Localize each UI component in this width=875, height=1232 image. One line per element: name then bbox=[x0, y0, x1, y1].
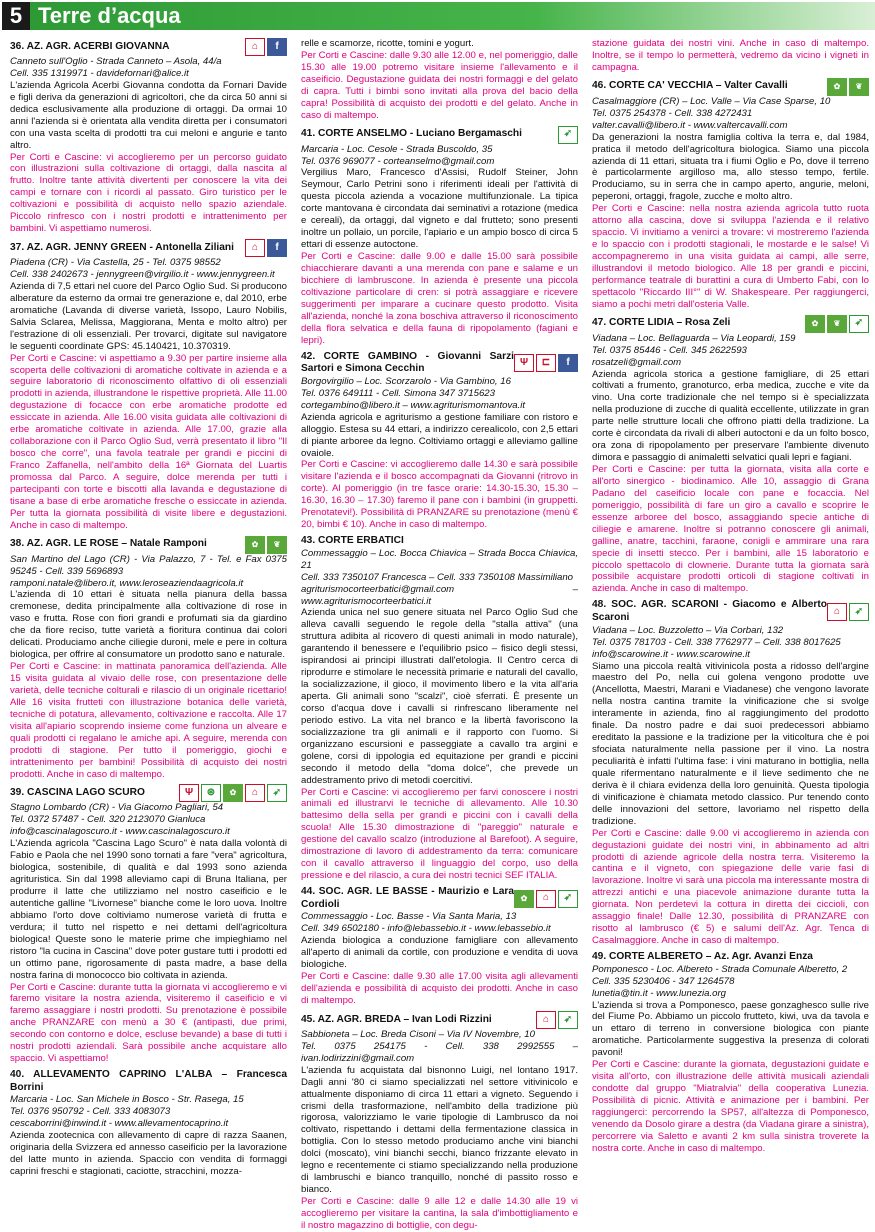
farm-address: Viadana – Loc. Bellaguarda – Via Leopardi, 159 Tel. 0375 85446 - Cell. 345 2622593 rosatzeli@gmail.com bbox=[592, 332, 796, 368]
eco-icon: ✿ bbox=[245, 536, 265, 554]
service-icons bbox=[805, 315, 869, 333]
service-icons bbox=[245, 239, 287, 257]
facebook-icon[interactable]: f bbox=[558, 354, 578, 372]
farm-title: 41. CORTE ANSELMO - Luciano Bergamaschi bbox=[301, 128, 522, 140]
farm-description: Azienda agricola e agriturismo a gestione familiare con ristoro e alloggio. Estesa su 44 ettari, a indirizzo cerealicolo, con 2,5 ettari di piante arboree da legno. Coltiviamo ortaggi e alleviamo galline ovaiole. bbox=[301, 411, 578, 459]
farm-address: Commessaggio - Loc. Basse - Via Santa Maria, 13 Cell. 349 6502180 - info@lebassebio.it - www.lebassebio.it bbox=[301, 911, 551, 935]
farm-address: Piadena (CR) - Via Castella, 25 - Tel. 0375 98552 Cell. 338 2402673 - jennygreen@virgilio.it - www.jennygreen.it bbox=[10, 257, 275, 280]
facebook-icon[interactable]: f bbox=[267, 38, 287, 56]
house-icon: ⌂ bbox=[536, 1011, 556, 1029]
farm-title: 47. CORTE LIDIA – Rosa Zeli bbox=[592, 317, 731, 329]
farm-title: 42. CORTE GAMBINO - Giovanni Sarzi Sartori e Simona Cecchin bbox=[301, 350, 514, 375]
farm-title: 49. CORTE ALBERETO – Az. Agr. Avanzi Enza bbox=[592, 951, 813, 962]
farm-entry bbox=[301, 535, 578, 882]
farm-description: Vergilius Maro, Francesco d'Assisi, Rudolf Steiner, John Seymour, Carlo Petrini sono i riferimenti ideali per l'attività di questa piccola azienda a vocazione multifunzionale. La tipica corte mantovana è circondata dai seminativi a rotazione (medica e cereali), da ortaggi, dal vigneto e dal frutteto; sono presenti inoltre un pollaio, un porcile, l'apiario e un ampio bosco di circa 5 ettari di essenze autoctone. bbox=[301, 167, 578, 251]
duck-icon: ➶ bbox=[558, 126, 578, 144]
farm-entry bbox=[592, 78, 869, 311]
farm-entry bbox=[10, 536, 287, 781]
service-icons bbox=[827, 78, 869, 96]
farm-title: 43. CORTE ERBATICI bbox=[301, 535, 404, 547]
duck-icon: ➶ bbox=[558, 1011, 578, 1029]
farm-title-row bbox=[10, 38, 287, 56]
farm-description: Azienda agricola storica a gestione famigliare, di 25 ettari coltivati a frumento, granoturco, erba medica, zucche e vite da vino. Una corte tradizionale che nel tempo si è specializzata nella produzione di zucche di qualità eccellente, utilizzate in gran parte nelle strutture locali che offrono piatti della tradizione. La corte è circondata da rivali di alberi autoctoni e da un folto bosco, ora zona di ripopolamento per preservare l'ambiente divenuto dimora e passaggio di animaletti selvatici quali lepri e fagiani. bbox=[592, 368, 869, 464]
farm-entry bbox=[10, 38, 287, 235]
farm-title: 39. CASCINA LAGO SCURO bbox=[10, 787, 145, 799]
farm-entry bbox=[592, 38, 869, 74]
corti-cascine-program: Per Corti e Cascine: vi aspettiamo a 9.30 per partire insieme alla scoperta delle coltivazioni di aromatiche coltivate in azienda e a seguire laboratorio di riconoscimento olfattivo di oli essenziali prodotti in azienda, illustrandone le rispettive proprietà. Alle 11.00 degustazione di focacce con erbe aromatiche prodotte ed essiccate in azienda. Alle 16.00 visita guidata alle coltivazioni di erbe aromatiche coltivate in azienda. Alle 17.00, grazie alla collaborazione con il Parco Oglio Sud, verrà presentato il libro "Il bosco che corre", una favola teatrale per grandi e piccini di Franco Zaffanella, nell'ambito della 16ª Giornata del Luartis promossa dal Parco. A seguire, dolce merenda per tutti i partecipanti con torte e biscotti alla lavanda e degustazione di tisane a base di erbe aromatiche fresche o essiccate in azienda. Per tutta la giornata possibilità di visite libere e degustazioni. Anche in caso di maltempo. bbox=[10, 352, 287, 531]
farm-address: Pomponesco - Loc. Albereto - Strada Comunale Alberetto, 2 Cell. 335 5230406 - 347 1264578 lunetia@tin.it - www.lunezia.org bbox=[592, 963, 848, 999]
leaf-icon: ❦ bbox=[267, 536, 287, 554]
farm-title-row bbox=[592, 951, 869, 964]
corti-cascine-program: Per Corti e Cascine: in mattinata panoramica dell'azienda. Alle 15 visita guidata al vivaio delle rose, con presentazione delle varietà, delle tecniche colturali e rilascio di un originale ricettario! Alle 16 visita frutteti con illustrazione botanica delle varietà, tecniche di potatura, allevamento, coltivazione e raccolta. Alle 17 visita all'apiario scoprendo insieme come funziona un alveare e quali prodotti ci regalano le amiche api. A seguire, merenda con prodotti di stagione. Per tutto il pomeriggio, giochi e intrattenimento per bambini! Possibilità di acquisto dei nostri prodotti. Anche in caso di maltempo. bbox=[10, 661, 287, 780]
service-icons bbox=[245, 38, 287, 56]
farm-address: Stagno Lombardo (CR) - Via Giacomo Pagliari, 54 Tel. 0372 57487 - Cell. 320 2123070 Gianluca info@cascinalagoscuro.it - www.cascinalagoscuro.it bbox=[10, 802, 230, 838]
section-number: 5 bbox=[2, 2, 30, 30]
corti-cascine-program: Per Corti e Cascine: dalle 9.30 alle 12.00 e, nel pomeriggio, dalle 15.30 alle 19.00 potremo visitare insieme l'allevamento e il caseificio. Degustazione guidata dei nostri formaggi e del gelato di capra. Tutti i bimbi sono invitati alla prova del bacio della capra! Possibilità di acquisto dei prodotti e del gelato. Anche in caso di maltempo. bbox=[301, 49, 578, 121]
section-title: Terre d’acqua bbox=[38, 3, 181, 28]
duck-icon: ➶ bbox=[849, 603, 869, 621]
farm-address: Sabbioneta – Loc. Breda Cisoni – Via IV Novembre, 10 Tel. 0375 254175 - Cell. 338 2992555 – ivan.lodirizzini@gmail.com bbox=[301, 1028, 578, 1064]
corti-cascine-program: Per Corti e Cascine: dalle 9.30 alle 17.00 visita agli allevamenti dell'azienda e possibilità di acquisto dei prodotti. Anche in caso di maltempo. bbox=[301, 971, 578, 1006]
service-icons bbox=[536, 1011, 578, 1029]
section-header bbox=[0, 0, 875, 32]
farm-title-row bbox=[10, 536, 287, 554]
farm-title: 36. AZ. AGR. ACERBI GIOVANNA bbox=[10, 40, 170, 52]
farm-entry bbox=[10, 784, 287, 1065]
farm-address: Marcaria - Loc. Cesole - Strada Buscoldo, 35 Tel. 0376 969077 - corteanselmo@gmail.com bbox=[301, 143, 495, 167]
house-icon: ⌂ bbox=[245, 38, 265, 56]
farm-description: L'azienda di 10 ettari è situata nella pianura della bassa cremonese, dedita principalmente alla coltivazione di rose in vaso e frutta. Rose con fiori grandi e profumati sia da giardino che da fiore reciso, tutte varietà a fioritura continua dai colori delicati. Produciamo anche ciliegie duroni, mele e pere in coltura biologica, per offrire al consumatore un prodotto sano e naturale. bbox=[10, 589, 287, 661]
farm-entry bbox=[301, 1011, 578, 1232]
house-icon: ⌂ bbox=[536, 890, 556, 908]
farm-description: Azienda biologica a conduzione famigliare con allevamento all'aperto di animali da cortile, con produzione e vendita di uova biologiche. bbox=[301, 935, 578, 971]
corti-cascine-program: Per Corti e Cascine: dalle 9 alle 12 e dalle 14.30 alle 19 vi accoglieremo per visitare la cantina, la sala d'imbottigliamento e il nostro magazzino di bottiglie, con degu- bbox=[301, 1196, 578, 1231]
farm-title-row bbox=[301, 886, 578, 911]
farm-title-row bbox=[301, 351, 578, 376]
eco-icon: ✿ bbox=[223, 784, 243, 802]
farm-description: relle e scamorze, ricotte, tomini e yogurt. bbox=[301, 38, 474, 49]
farm-description: Da generazioni la nostra famiglia coltiva la terra e, dal 1984, pratica il metodo dell'agricoltura biologica. Siamo una piccola azienda di 11 ettari, situata tra i fiumi Oglio e Po, dove il terreno è particolarmente argilloso ma, allo stesso tempo, fertile. Produciamo, su in serra che in campo aperto, angurie, meloni, peperoni, ortaggi, fragole, zucche e molto altro. bbox=[592, 131, 869, 203]
service-icons bbox=[514, 354, 578, 372]
farm-title: 40. ALLEVAMENTO CAPRINO L'ALBA – Francesca Borrini bbox=[10, 1069, 287, 1093]
house-icon: ⌂ bbox=[827, 603, 847, 621]
farm-address: Commessaggio – Loc. Bocca Chiavica – Strada Bocca Chiavica, 21 Cell. 333 7350107 Francesca – Cell. 333 7350108 Massimiliano agriturismocorteerbatici@gmail.com – www.agriturismocorteerbatici.it bbox=[301, 547, 578, 607]
farm-title: 37. AZ. AGR. JENNY GREEN - Antonella Ziliani bbox=[10, 241, 234, 253]
farm-address: Borgovirgilio – Loc. Scorzarolo - Via Gambino, 16 Tel. 0376 649111 - Cell. Simona 347 3715623 cortegambino@libero.it – www.agriturismomantova.it bbox=[301, 375, 526, 411]
corti-cascine-program: Per Corti e Cascine: nella nostra azienda agricola tutto ruota attorno alla cascina, dove si sviluppa l'azienda e il relativo spaccio. Vi invitiamo a venirci a trovare: vi mostreremo l'azienda e lo spaccio con i prodotti stagionali, le mostarde e le salse! Vi accompagneremo in una visita guidata ai campi, alle serre, illustrandovi il metodo biologico. Alle 18 per grandi e piccini, performance teatrale di burattini a cura di Umberto Fabi, con lo spettacolo "Riccardo III°" di W. Shakespeare. Per raggiungerci, siamo a pochi metri dall'osteria Valle. bbox=[592, 203, 869, 310]
eco-icon: ✿ bbox=[514, 890, 534, 908]
farm-title: 45. AZ. AGR. BREDA – Ivan Lodi Rizzini bbox=[301, 1013, 492, 1025]
columns bbox=[10, 38, 870, 1231]
leaf-icon: ❦ bbox=[827, 315, 847, 333]
service-icons bbox=[514, 890, 578, 908]
farm-entry bbox=[301, 886, 578, 1007]
service-icons bbox=[827, 603, 869, 621]
farm-title: 46. CORTE CA' VECCHIA – Valter Cavalli bbox=[592, 80, 788, 92]
section-title-bar bbox=[30, 2, 875, 30]
farm-description: Azienda zootecnica con allevamento di capre di razza Saanen, originaria della Svizzera ed annesso caseificio per la lavorazione del latte munto in azienda. Spaccio con vendita di formaggi caprini freschi e stagionati, caciotte, stracchini, mozza- bbox=[10, 1130, 287, 1178]
duck-icon: ➶ bbox=[267, 784, 287, 802]
facebook-icon[interactable]: f bbox=[267, 239, 287, 257]
corti-cascine-program: Per Corti e Cascine: dalle 9.00 e dalle 15.00 sarà possibile chiacchierare davanti a una merenda con pane e salame e un bicchiere di lambruscone. In azienda è presente una piccola coltivazione particolare di cren: si potrà assaggiare e ricevere suggerimenti per imparare a cucinare questo prodotto. Visita all'azienda, nonché la zona boschiva attraverso il riconoscimento della flora selvatica e della fauna di ripopolamento (fagiani e lepri). bbox=[301, 251, 578, 346]
farm-entry bbox=[301, 126, 578, 347]
corti-cascine-program: Per Corti e Cascine: vi accoglieremo dalle 14.30 e sarà possibile visitare l'azienda e il bosco accompagnati da Giovanni (ritrovo in corte). Al pomeriggio (in tre fasce orarie: 14.30-15.30, 15.30 – 16.30, 16.30 – 17.30) faremo il pane con i bambini (in gruppetti. Prenotatevi!). Possibilità di PRANZARE su prenotazione (menù € 20, bimbi € 10). Anche in caso di maltempo. bbox=[301, 459, 578, 531]
farm-description: L'azienda si trova a Pomponesco, paese gonzaghesco sulle rive del Fiume Po. Abbiamo un piccolo frutteto, kiwi, uva da tavola e un ettaro di terreno in conversione biologica con piante aromatiche. Particolarmente suggestiva la presenza di colorati pavoni! bbox=[592, 999, 869, 1059]
service-icons bbox=[179, 784, 287, 802]
farm-title-row bbox=[592, 599, 869, 624]
farm-entry bbox=[592, 315, 869, 596]
corti-cascine-program: Per Corti e Cascine: per tutta la giornata, visita alla corte e all'orto sinergico - biodinamico. Alle 10, assaggio di Grana Padano del caseificio locale con pane e focaccia. Nel pomeriggio, possibilità di fare un giro a cavallo e scoprire le essenze arboree del bosco, assaggiando specie antiche di ciliegie e amarene. Inoltre si potranno conoscere gli animali, galline, anatre, tacchini, faraone, conigli e ammirare una rara specie di insetti stecco. Per i bambini, alle 15 laboratorio e piccolo spettacolo di clownerie. Durante tutta la giornata sarà possibile acquistare prodotti orticoli di stagione coltivati in azienda. Anche in caso di maltempo. bbox=[592, 464, 869, 595]
farm-title-row bbox=[301, 1011, 578, 1029]
farm-description: L'Azienda agricola "Cascina Lago Scuro" è nata dalla volontà di Fabio e Paola che nel 1990 sono tornati a fare "vera" agricoltura, biologica, sostenibile, di qualità e dal 1993 sono azienda agrituristica. Sin dal 1998 alleviamo capi di Bruna Italiana, per produrre il latte che utilizziamo nel nostro caseificio e le autentiche galline "Livornese" bianche come le loro uova. Inoltre abbiamo l'orto dove coltiviamo numerose varietà di frutta e verdura; il tutto nel rispetto e nei dettami dell'agricoltura biologica! Queste sono le materie prime che impieghiamo nel ristoro "la cucina in Cascina" dove poter gustare tutti i prodotti ed un ottimo pane, rigorosamente di pasta madre, a base della nostra farina di monococco bio coltivata in azienda. bbox=[10, 838, 287, 981]
corti-cascine-program: Per Corti e Cascine: vi accoglieremo per un percorso guidato con illustrazioni sulla coltivazione di ortaggi, dalla nascita al frutto. Inoltre tante attività divertenti per conoscere la vita dei campi e tornare con i ricordi al passato. Giro turistico per le coltivazioni e possibilità di acquisto nello spazio aziendale. Piccolo rinfresco con i nostri prodotti e intrattenimento per bambini. Vi aspettiamo numerosi. bbox=[10, 151, 287, 235]
eco-icon: ✿ bbox=[805, 315, 825, 333]
column-2 bbox=[301, 38, 578, 1231]
farm-entry bbox=[10, 239, 287, 532]
farm-address: San Martino del Lago (CR) - Via Palazzo, 7 - Tel. e Fax 0375 95245 - Cell. 339 5696893 ramponi.natale@libero.it, www.leroseaziendaagricola.it bbox=[10, 553, 287, 589]
farm-description: Siamo una piccola realtà vitivinicola posta a ridosso dell'argine maestro del Po, nella cui golena vengono prodotte uve (Ancellotta, Maestri, Marani e Viadanese) che vengono lavorate nella nostra cantina tramite la vinificazione che si svolge interamente in azienda, fino al raggiungimento del prodotto finale. Da nostro padre e dai suoi predecessori abbiamo ereditato la passione e la tradizione per la viticoltura che è poi sfociata naturalmente nella passione per il vino. La nostra peculiarità è infatti l'ultima fase: i vini maturano in bottiglia, nella quale rifermentano naturalmente e il lieve sedimento che ne deriva è il chiara evidenza della loro genuinità. Questa tipologia di vinificazione è chiamata metodo classico. Pur tenendo conto delle innovazioni del settore, lavoriamo nel rispetto della tradizione. bbox=[592, 660, 869, 827]
farm-title: 44. SOC. AGR. LE BASSE - Maurizio e Lara Cordioli bbox=[301, 886, 514, 910]
farm-entry bbox=[301, 351, 578, 532]
duck-icon: ➶ bbox=[558, 890, 578, 908]
farm-title-row bbox=[592, 315, 869, 333]
wheel-icon: ⊛ bbox=[201, 784, 221, 802]
corti-cascine-program: Per Corti e Cascine: durante tutta la giornata vi accoglieremo e vi faremo visitare la nostra azienda, visiteremo il caseificio e vi faremo assaggiare i nostri prodotti. Su prenotazione è possibile anche PRANZARE con menù a 30 € (antipasti, due primi, secondo con contorno e dolce, escluse bevande) a base di tutti i nostri prodotti aziendali. Sarà possibile anche acquistare allo spaccio. Vi aspettiamo! bbox=[10, 981, 287, 1065]
farm-title-row bbox=[10, 1069, 287, 1094]
farm-title-row bbox=[301, 126, 578, 144]
farm-description: Azienda di 7,5 ettari nel cuore del Parco Oglio Sud. Si producono alberature da esterno da ormai tre generazione e, dal 2010, erbe aromatiche (Lavanda di diverse varietà, Issopo, Lauro Nobilis, Salvia Sclarea, Melissa, Maggiorana, Menta e molto altro) per l'estrazione di oli essenziali. Per trovarci, digitate sul navigatore le seguenti coordinate GPS: 45.140421, 10.370319. bbox=[10, 280, 287, 352]
house-icon: ⌂ bbox=[245, 784, 265, 802]
fork-icon: Ψ bbox=[179, 784, 199, 802]
farm-title-row bbox=[301, 535, 578, 548]
farm-title: 48. SOC. AGR. SCARONI - Giacomo e Alberto Scaroni bbox=[592, 599, 827, 623]
service-icons bbox=[245, 536, 287, 554]
service-icons bbox=[558, 126, 578, 144]
duck-icon: ➶ bbox=[849, 315, 869, 333]
column-1 bbox=[10, 38, 287, 1178]
farm-description: Azienda unica nel suo genere situata nel Parco Oglio Sud che alleva cavalli seguendo le regole della "stalla attiva" (una struttura adibita al ricovero di questi animali in modo naturale), garantendo il benessere e l'equilibrio psico – fisico degli stessi, ispirandosi ai principi illustrati dall'etologia. Il Centro cerca di riprodurre e stimolare le necessità primarie e naturali del cavallo, la socializzazione, il gioco, il movimento libero e la vita all'aria aperta. Gli animali sono "scalzi", cioè sferrati. È presente un corso d'acqua dove i cavalli si rinfrescano liberamente nel periodo estivo. La vita nel branco e la libertà favoriscono la socializzazione tra gli animali e il rapporto con l'uomo. Si organizzano escursioni e passeggiate a cavallo tra argini e golene, corsi di ippologia ed equitazione per grandi e piccini secondo il metodo della "doma dolce", che prevede un addestramento privo di metodi coercitivi. bbox=[301, 607, 578, 786]
leaf-icon: ❦ bbox=[849, 78, 869, 96]
corti-cascine-program: stazione guidata dei nostri vini. Anche in caso di maltempo. Inoltre, se il tempo lo permetterà, vedremo da vicino i vigneti in campagna. bbox=[592, 38, 869, 73]
bed-icon: ⊏ bbox=[536, 354, 556, 372]
corti-cascine-program: Per Corti e Cascine: durante la giornata, degustazioni guidate e visita all'orto, con illustrazione delle attività musicali aziendali condotte dal gruppo "Miatralvia" della cooperativa Lunezia. Possibilità di picnic. Attività e animazione per i bambini. Per raggiungerci: percorrendo la SP57, all'altezza di Pomponesco, venendo da Dosolo girare a destra (da Viadana girare a sinistra), percorrere via Saletto e avanti 2 km sulla sinistra troverete la nostra corte. Anche in caso di maltempo. bbox=[592, 1059, 869, 1154]
corti-cascine-program: Per Corti e Cascine: dalle 9.00 vi accoglieremo in azienda con degustazioni guidate dei nostri vini, in abbinamento ad altri prodotti di aziende agricole della nostra terra. Visiteremo la cantina e il vigneto, con spiegazione delle varie fasi di lavorazione. Inoltre vi sarà una piccola ma interessante mostra di attrezzi antichi e una piacevole animazione durante tutta la giornata. Non perdetevi la cottura in diretta dei ciccioli, con assaggio finale! Dalle 12.30, possibilità di PRANZARE con risotto al lambrusco (€ 5) e salumi dell'Az. Agr. Tenca di Casalmaggiore. Anche in caso di maltempo. bbox=[592, 827, 869, 947]
farm-title: 38. AZ. AGR. LE ROSE – Natale Ramponi bbox=[10, 538, 207, 550]
house-icon: ⌂ bbox=[245, 239, 265, 257]
farm-title-row bbox=[592, 78, 869, 96]
farm-entry bbox=[592, 599, 869, 947]
farm-title-row bbox=[10, 784, 287, 802]
farm-title-row bbox=[10, 239, 287, 257]
farm-entry bbox=[301, 38, 578, 122]
farm-entry bbox=[10, 1069, 287, 1178]
farm-address: Casalmaggiore (CR) – Loc. Valle – Via Case Sparse, 10 Tel. 0375 254378 - Cell. 338 4272431 valter.cavalli@libero.it - www.valtercavalli.com bbox=[592, 95, 831, 131]
farm-description: L'azienda Agricola Acerbi Giovanna condotta da Fornari Davide e figli deriva da generazioni di agricoltori, che da circa 50 anni si dedica esclusivamente alla produzione di ortaggi. Da ormai 10 anni l'azienda si è orientata alla vendita diretta per i consumatori con una vasta scelta di prodotti tra cui meloni e angurie e tanto altro. bbox=[10, 79, 287, 151]
farm-address: Viadana – Loc. Buzzoletto – Via Corbari, 132 Tel. 0375 781703 - Cell. 338 7762977 – Cell. 338 8017625 info@scarowine.it - www.scarowine.it bbox=[592, 624, 841, 660]
eco-icon: ✿ bbox=[827, 78, 847, 96]
farm-description: L'azienda fu acquistata dal bisnonno Luigi, nel lontano 1917. Dagli anni '80 ci siamo specializzati nel settore vitivinicolo e attualmente disponiamo di circa 11 ettari a vigneto. Seguendo i crismi della trasformazione, nell'ambito della tradizione più rigorosa, valorizziamo le varie tipologie di Lambrusco da noi coltivato, rispettando i dettami della fermentazione classica in bottiglia. Con lo stesso metodo produciamo anche vini bianchi dolci (moscato), vini bianchi secchi, bianco frizzante elevato in legno e recentemente ci stiamo specializzando nella produzione di lambruschi e bianco tranquillo, nonché di passito rosso e bianco. bbox=[301, 1064, 578, 1196]
farm-address: Marcaria - Loc. San Michele in Bosco - Str. Rasega, 15 Tel. 0376 950792 - Cell. 333 4083073 cescaborrini@inwind.it - www.allevamentocaprino.it bbox=[10, 1094, 244, 1130]
fork-icon: Ψ bbox=[514, 354, 534, 372]
corti-cascine-program: Per Corti e Cascine: vi accoglieremo per farvi conoscere i nostri animali ed illustrarvi le tecniche di allevamento. Alle 10.30 battesimo della sella per grandi e piccini con i cavalli della scuola! Alle 15.30 dimostrazione di "pareggio" naturale e gestione del cavallo scalzo (introduzione al Barefoot). A seguire, dimostrazione di lavoro di addestramento da terra: comunicare con il cavallo attraverso il linguaggio del corpo, uso della pressione e del rilascio, a cura dei nostri tecnici SEF ITALIA. bbox=[301, 786, 578, 882]
farm-entry bbox=[592, 951, 869, 1155]
column-3 bbox=[592, 38, 869, 1154]
farm-address: Canneto sull'Oglio - Strada Canneto – Asola, 44/a Cell. 335 1319971 - davidefornari@alice.it bbox=[10, 56, 222, 79]
